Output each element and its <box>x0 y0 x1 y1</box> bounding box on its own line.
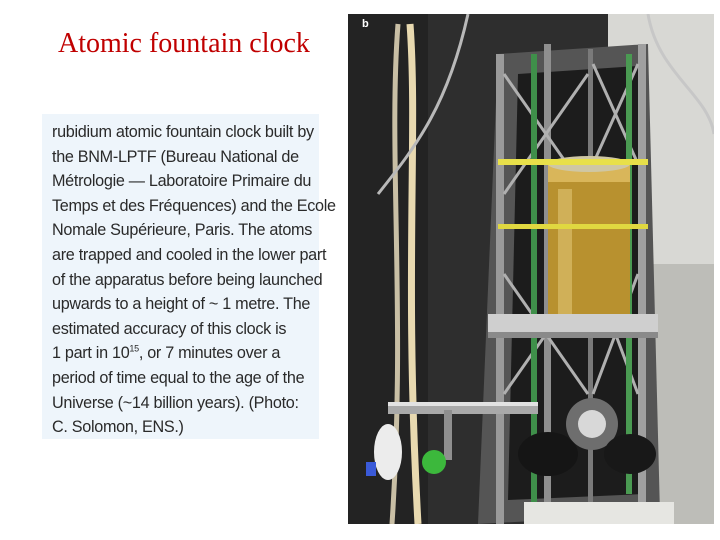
accuracy-prefix: 1 part in 10 <box>52 344 130 363</box>
caption-line: estimated accuracy of this clock is <box>52 319 287 338</box>
caption-box <box>42 114 336 439</box>
caption-line: Métrologie — Laboratoire Primaire du <box>52 172 312 191</box>
photo-panel-label: b <box>362 18 369 30</box>
caption-line: C. Solomon, ENS.) <box>52 418 184 437</box>
apparatus-photo <box>348 14 714 524</box>
caption-line: are trapped and cooled in the lower part <box>52 245 327 264</box>
accuracy-suffix: , or 7 minutes over a <box>138 344 281 363</box>
caption-line: Nomale Supérieure, Paris. The atoms <box>52 221 313 240</box>
apparatus-illustration <box>348 14 714 524</box>
caption-line: Universe (~14 billion years). (Photo: <box>52 393 299 412</box>
caption-line: rubidium atomic fountain clock built by <box>52 123 314 141</box>
slide-title: Atomic fountain clock <box>58 28 310 59</box>
caption-line: of the apparatus before being launched <box>52 270 323 289</box>
accuracy-exponent: 15 <box>129 343 139 354</box>
caption-line: Temps et des Fréquences) and the Ecole <box>52 196 336 215</box>
caption-text <box>52 120 336 440</box>
caption-line: period of time equal to the age of the <box>52 368 305 387</box>
caption-line: the BNM-LPTF (Bureau National de <box>52 147 299 166</box>
caption-line: upwards to a height of ~ 1 metre. The <box>52 295 311 314</box>
caption-accuracy-line <box>52 341 314 366</box>
